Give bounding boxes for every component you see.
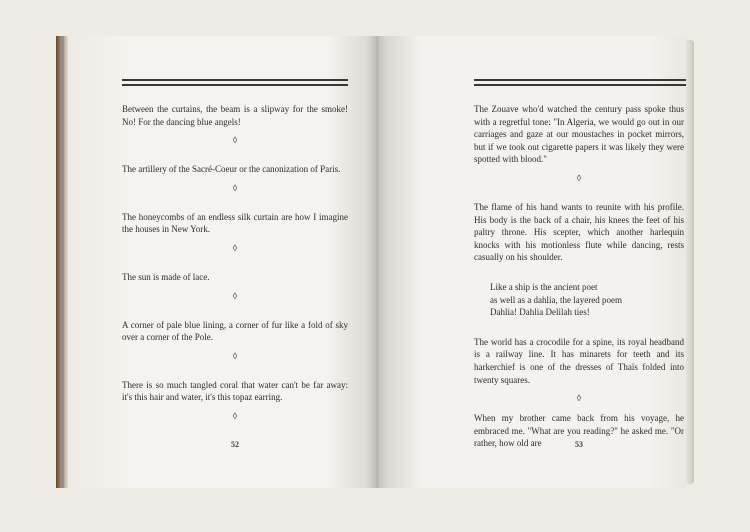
page-number: 53 (575, 440, 583, 449)
open-book (56, 36, 694, 488)
page-number: 52 (231, 440, 239, 449)
paragraph: The sun is made of lace. (122, 271, 210, 282)
diamond-separator: ◊ (232, 182, 238, 193)
paragraph: When my brother came back from his voyage, he embraced me. "What are you reading?" he asked me. "Or rather, how old are (474, 413, 684, 449)
diamond-separator: ◊ (232, 350, 238, 361)
paragraph: The honeycombs of an endless silk curtain are how I imagine the houses in New York. (122, 211, 348, 235)
diamond-separator: ◊ (576, 393, 582, 404)
diamond-separator: ◊ (232, 410, 238, 421)
double-rule (122, 79, 348, 88)
poem-line: as well as a dahlia, the layered poem (490, 294, 622, 305)
diamond-separator: ◊ (232, 242, 238, 253)
diamond-separator: ◊ (576, 172, 582, 183)
double-rule (474, 79, 692, 88)
paragraph: The flame of his hand wants to reunite with his profile. His body is the back of a chair, his knees the feet of his paltry throne. His scepter, which another harlequin knocks with his motionless flute while dancing, rests casually on his shoulder. (474, 201, 684, 263)
left-page (68, 36, 377, 488)
book-page-edges-right (686, 40, 694, 484)
poem-line: Like a ship is the ancient poet (490, 281, 598, 292)
paragraph: The Zouave who'd watched the century pass spoke thus with a regretful tone: "In Algeria, we would go out in our carriages and gaze at our moustaches in pocket mirrors, but if we took out cigarette papers it was likely they were spotted with blood." (474, 104, 684, 165)
paragraph: There is so much tangled coral that water can't be far away: it's this hair and water, it's this topaz earring. (122, 379, 348, 403)
paragraph: The world has a crocodile for a spine, its royal headband is a railway line. It has minarets for teeth and its harkerchief is one of the dresses of Thaïs folded into twenty squares. (474, 336, 684, 385)
book-page-edges (56, 36, 68, 488)
right-page (377, 36, 686, 488)
paragraph: A corner of pale blue lining, a corner of fur like a fold of sky over a corner of the Pole. (122, 319, 348, 343)
poem-stanza (490, 281, 684, 319)
poem-line: Dahlia! Dahlia Delilah ties! (490, 307, 590, 318)
left-page-text (122, 103, 348, 422)
right-page-text (474, 103, 684, 450)
diamond-separator: ◊ (232, 290, 238, 301)
paragraph: Between the curtains, the beam is a slipway for the smoke! No! For the dancing blue angels! (122, 104, 348, 127)
paragraph: The artillery of the Sacré-Coeur or the canonization of Paris. (122, 164, 341, 175)
diamond-separator: ◊ (232, 135, 238, 146)
